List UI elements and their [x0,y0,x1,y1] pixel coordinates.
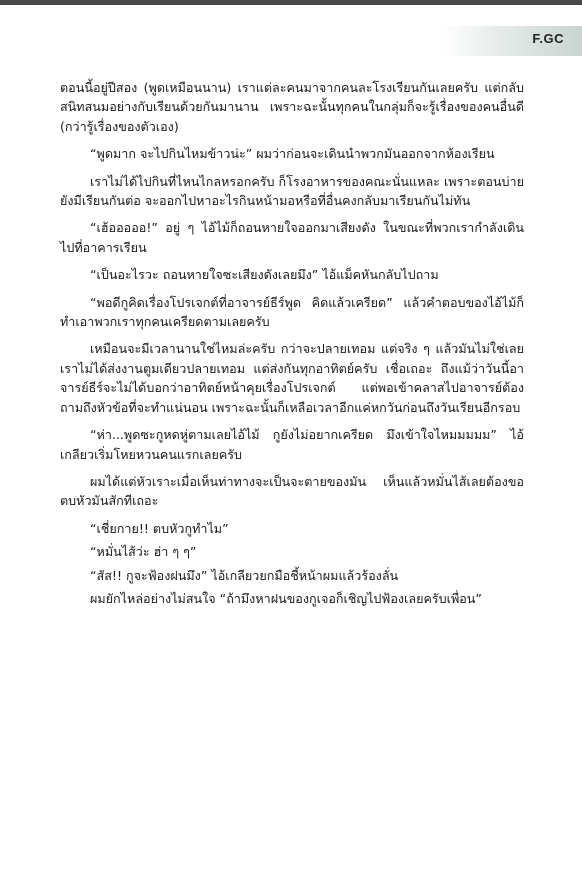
paragraph: ตอนนี้อยู่ปีสอง (พูดเหมือนนาน) เราแต่ละคนมาจากคนละโรงเรียนกันเลยครับ แต่กลับสนิทสนมอย่างกับเรียนด้วยกันมานาน เพราะฉะนั้นทุกคนในกลุ่มก็จะรู้เรื่องของคนอื่นดี (กว่ารู้เรื่องของตัวเอง) [60,80,524,134]
paragraph: “เฮ้อออออ!” อยู่ ๆ ไอ้ไม้ก็ถอนหายใจออกมาเสียงดัง ในขณะที่พวกเรากำลังเดินไปที่อาคารเรียน [60,220,524,255]
paragraph: “เป็นอะไรวะ ถอนหายใจซะเสียงดังเลยมึง” ไอ้แม็คหันกลับไปถาม [90,267,439,283]
paragraph: เราไม่ได้ไปกินที่ไหนไกลหรอกครับ ก็โรงอาหารของคณะนั่นแหละ เพราะตอนบ่ายยังมีเรียนกันต่อ จะออกไปหาอะไรกินหน้ามอหรือที่อื่นคงกลับมาเรียนกันไม่ทัน [60,173,524,209]
top-border [0,0,582,5]
paragraph: “หมั่นไส้ว่ะ ฮ่า ๆ ๆ” [90,544,197,560]
paragraph: “พอดีกูคิดเรื่องโปรเจกต์ที่อาจารย์ธีร์พูด คิดแล้วเครียด” แล้วคำตอบของไอ้ไม้ก็ทำเอาพวกเราทุกคนเครียดตามเลยครับ [60,294,524,330]
paragraph: “เชี่ยกาย!! ตบหัวกูทำไม” [90,520,229,536]
paragraph: ผมได้แต่หัวเราะเมื่อเห็นท่าทางจะเป็นจะตายของมัน เห็นแล้วหมั่นไส้เลยต้องขอตบหัวมันสักทีเถอะ [60,473,524,509]
paragraph: “ห่า...พูดซะกูหดหู่ตามเลยไอ้ไม้ กูยังไม่อยากเครียด มึงเข้าใจไหมมมมม” ไอ้เกลียวเริ่มโหยหวนคนแรกเลยครับ [60,427,524,462]
paragraph: “พูดมาก จะไปกินไหมข้าวน่ะ” ผมว่าก่อนจะเดินนำพวกมันออกจากห้องเรียน [90,146,495,162]
paragraph: เหมือนจะมีเวลานานใช่ไหมล่ะครับ กว่าจะปลายเทอม แต่จริง ๆ แล้วมันไม่ใช่เลย เราไม่ได้ส่งงานตูมเดียวปลายเทอม แต่ส่งกันทุกอาทิตย์ครับ เชื่อเถอะ ถึงแม้ว่าวันนี้อาจารย์ธีร์จะไม่ได้บอกว่าอาทิตย์หน้าคุยเรื่องโปรเจกต์ แต่พอเข้าคลาสไปอาจารย์ต้องถามถึงหัวข้อที่จะทำแน่นอน เพราะฉะนั้นก็เหลือเวลาอีกแค่หกวันก่อนถึงวันเรียนอีกรอบ [60,341,524,415]
header-label: F.GC [532,31,564,46]
paragraph: ผมยักไหล่อย่างไม่สนใจ “ถ้ามึงหาฝนของกูเจอก็เชิญไปฟ้องเลยครับเพื่อน” [90,590,482,606]
paragraph: “สัส!! กูจะฟ้องฝนมึง” ไอ้เกลียวยกมือชี้หน้าผมแล้วร้องลั่น [90,567,399,583]
document-body [60,78,524,616]
